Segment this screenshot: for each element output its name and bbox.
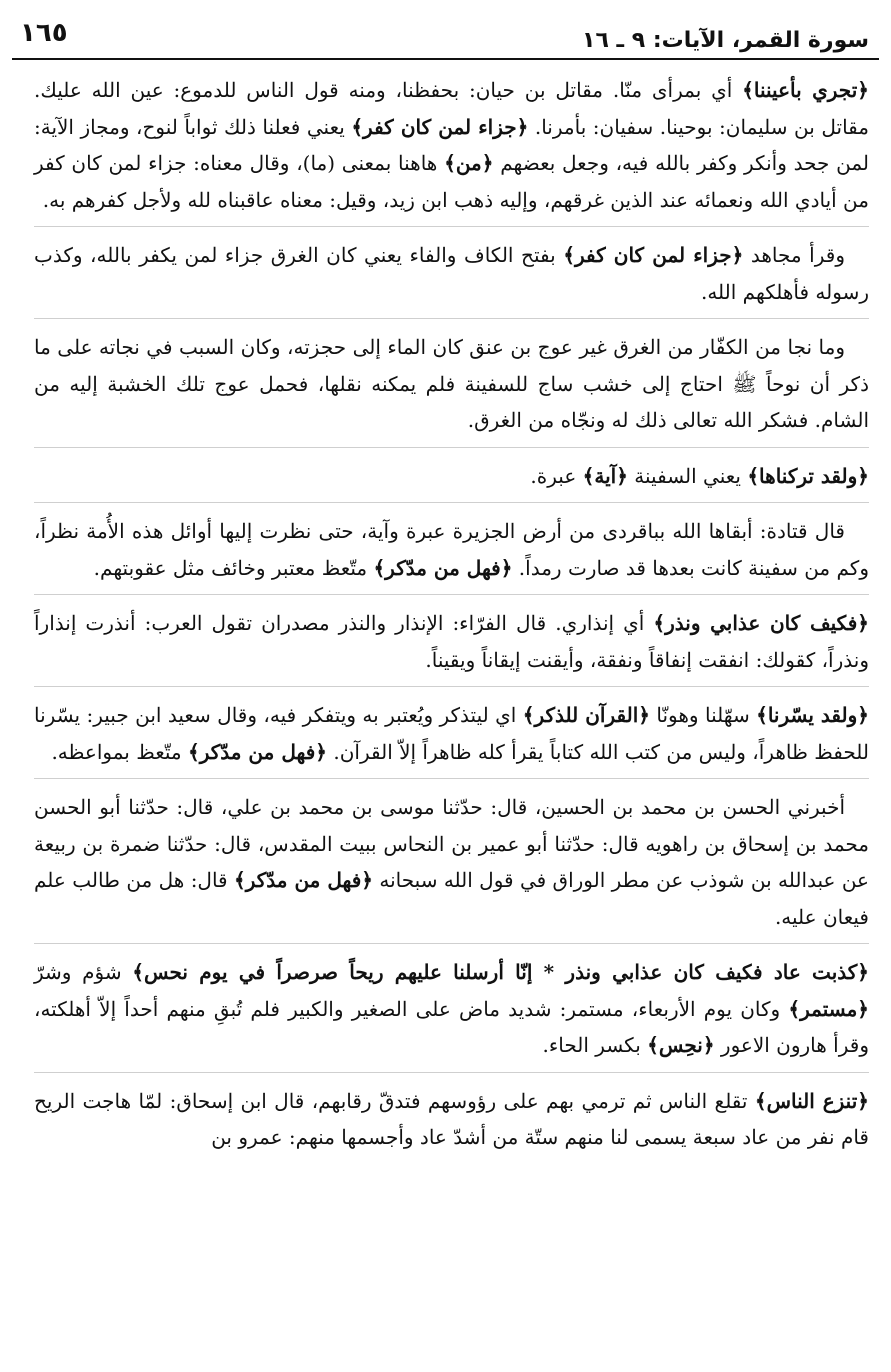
paragraph — [34, 237, 869, 319]
paragraph — [34, 329, 869, 448]
paragraph-text: هاهنا بمعنى (ما)، وقال معناه: جزاء لمن كان كفر من أيادي الله ونعمائه عند الذين غرقهم، وإليه ذهب ابن زيد، وقيل: معناه عاقبناه لله ولأجل كفرهم به. — [34, 151, 869, 212]
paragraph-text: سهّلنا وهونّا — [649, 703, 757, 727]
paragraph-text: اي ليتذكر ويُعتبر به ويتفكر فيه، وقال سعيد ابن جبير: يسّرنا للحفظ ظاهراً، وليس من كتب الله كتاباً يقرأ كله ظاهراً إلاّ القرآن. — [34, 703, 869, 764]
paragraph-text: تقلع الناس ثم ترمي بهم على رؤوسهم فتدقّ رقابهم، قال ابن إسحاق: لمّا هاجت الريح قام نفر من عاد سبعة يسمى لنا منهم ستّة من أشدّ عاد وأجسمها منهم: عمرو بن — [34, 1088, 869, 1149]
paragraph-text: وما نجا من الكفّار من الغرق غير عوج بن عنق كان الماء إلى حجزته، وكان السبب في نجاته على ما ذكر أن نوحاً ﷺ احتاج إلى خشب ساج للسفينة فلم يمكنه نقلها، فحمل عوج تلك الخشبة إليه من الشام. فشكر الله تعالى ذلك له ونجّاه من الغرق. — [34, 335, 869, 432]
paragraph — [34, 697, 869, 779]
paragraph-text: أي بمرأى منّا. مقاتل بن حيان: بحفظنا، ومنه قول الناس للدموع: عين الله عليك. مقاتل بن سليمان: بوحينا. سفيان: بأمرنا. — [34, 78, 869, 139]
paragraph-text: يعني فعلنا ذلك ثواباً لنوح، ومجاز الآية: لمن جحد وأنكر وكفر بالله فيه، وجعل بعضهم — [34, 114, 870, 175]
paragraph — [34, 954, 869, 1073]
paragraph-text: يعني السفينة — [627, 463, 748, 488]
quran-quote: ﴿نحِس﴾ — [647, 1033, 715, 1057]
quran-quote: ﴿ولقد تركناها﴾ — [747, 463, 869, 488]
paragraph-text: وقرأ مجاهد — [743, 243, 845, 267]
quran-quote: ﴿كذبت عاد فكيف كان عذابي ونذر * إنّا أرسلنا عليهم ريحاً صرصراً في يوم نحس﴾ — [132, 960, 870, 984]
paragraph — [34, 605, 869, 687]
paragraph — [34, 513, 869, 595]
paragraph-text: بفتح الكاف والفاء يعني كان الغرق جزاء لمن يكفر بالله، وكذب رسوله فأهلكهم الله. — [34, 243, 869, 304]
quran-quote: ﴿فكيف كان عذابي ونذر﴾ — [653, 611, 870, 635]
paragraph-text: وكان يوم الأربعاء، مستمر: شديد ماض على الصغير والكبير فلم تُبقِ منهم أحداً إلاّ أهلكته، وقرأ هارون الاعور — [34, 996, 869, 1057]
quran-quote: ﴿فهل من مدّكر﴾ — [373, 555, 513, 580]
quran-quote: ﴿فهل من مدّكر﴾ — [187, 739, 327, 764]
quran-quote: ﴿جزاء لمن كان كفر﴾ — [563, 243, 744, 267]
paragraph-text: قال قتادة: أبقاها الله بباقردى من أرض الجزيرة عبرة وآية، حتى نظرت إليها أوائل هذه الأُمة نظراً، وكم من سفينة كانت بعدها قد صارت رمداً. — [34, 519, 869, 580]
paragraph-text: بكسر الحاء. — [542, 1033, 648, 1057]
quran-quote: ﴿آية﴾ — [582, 463, 628, 488]
quran-quote: ﴿من﴾ — [444, 151, 494, 175]
quran-quote: ﴿مستمر﴾ — [788, 996, 869, 1021]
paragraph-text: متّعظ معتبر وخائف مثل عقوبتهم. — [93, 555, 374, 580]
paragraph-text: أي إنذاري. قال الفرّاء: الإنذار والنذر مصدران تقول العرب: أنذرت إنذاراً ونذراً، كقولك: انفقت إنفاقاً ونفقة، وأيقنت إيقاناً ويقيناً. — [34, 611, 869, 672]
paragraph — [34, 458, 869, 504]
quran-quote: ﴿فهل من مدّكر﴾ — [233, 868, 373, 892]
quran-quote: ﴿ولقد يسّرنا﴾ — [756, 703, 870, 727]
page-header — [12, 10, 879, 60]
paragraph — [34, 789, 869, 944]
page-body — [34, 72, 869, 1174]
quran-quote: ﴿تجري بأعيننا﴾ — [742, 78, 869, 102]
quran-quote: ﴿تنزع الناس﴾ — [754, 1088, 869, 1113]
quran-quote: ﴿جزاء لمن كان كفر﴾ — [351, 114, 529, 139]
page-number: ١٦٥ — [20, 18, 68, 48]
paragraph-text: أخبرني الحسن بن محمد بن الحسين، قال: حدّثنا موسى بن محمد بن علي، قال: حدّثنا أبو الحسن محمد بن إسحاق بن راهويه قال: حدّثنا أبو عمير بن النحاس ببيت المقدس، قال: حدّثنا ضمرة بن ربيعة عن عبدالله بن شوذب عن مطر الوراق في قول الله سبحانه — [34, 795, 870, 892]
quran-quote: ﴿القرآن للذكر﴾ — [522, 703, 650, 727]
paragraph-text: شؤم وشرّ — [34, 960, 133, 984]
running-title: سورة القمر، الآيات: ٩ ـ ١٦ — [582, 28, 869, 53]
paragraph-text: قال: هل من طالب علم فيعان عليه. — [34, 868, 869, 929]
paragraph-text: متّعظ بمواعظه. — [51, 739, 188, 764]
paragraph — [34, 72, 869, 227]
paragraph-text: عبرة. — [530, 463, 583, 488]
paragraph — [34, 1083, 869, 1164]
